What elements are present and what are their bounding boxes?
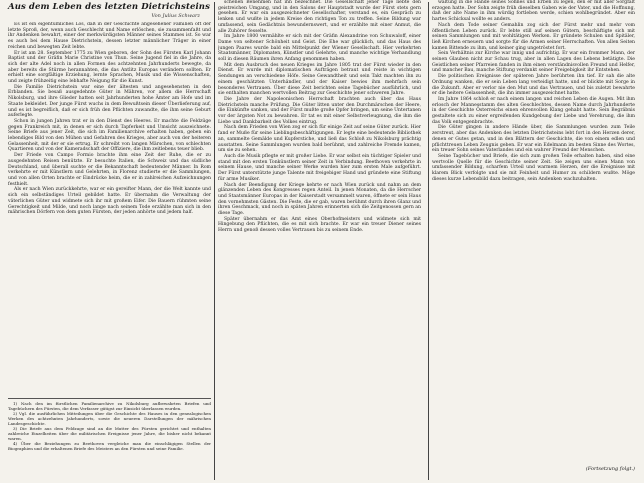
paragraph: Nach dem Frieden von Wien zog er sich für einige Zeit auf seine Güter zurück. Hier fand er Muße für seine Lieblingsbeschäftigungen. Er legte eine bedeutende Bibliothek an, sammelte Gemälde und Kupferstiche, und ließ das Schloß zu Nikolsburg prächtig ausstatten. Seine Sammlungen wurden bald berühmt, und zahlreiche Fremde kamen, um sie zu sehen.	[218, 125, 421, 154]
paragraph: Der Friede von Campo Formio brachte ihm eine Zeit der Ruhe, die er zu ausgedehnten Reisen benützte. Er besuchte Italien, die Schweiz und das südliche Deutschland, und überall suchte er die Bekanntschaft bedeutender Männer. In Rom verkehrte er mit Künstlern und Gelehrten, in Florenz studierte er die Sammlungen, und von allen Orten brachte er Eindrücke heim, die er in zahlreichen Aufzeichnungen festhielt.	[8, 153, 211, 187]
column-3	[432, 0, 635, 462]
footnote: 2) Vgl. die ausführlichen Mitteilungen über die Geschichte des Hauses in den genealogischen Werken des achtzehnten Jahrhunderts, sowie die neueren Darstellungen der mährischen Landesgeschichte.	[8, 411, 211, 426]
paragraph: Im Jahre 1864 schloß er nach einem langen und reichen Leben die Augen. Mit ihm erlosch der Mannesstamm des alten Geschlechtes, dessen Name durch Jahrhunderte in der Geschichte Österreichs einen ehrenvollen Klang gehabt hatte. Sein Begräbnis gestaltete sich zu einer ergreifenden Kundgebung der Liebe und Verehrung, die ihm das Volk entgegenbrachte.	[432, 96, 635, 125]
paragraph: Im Jahre 1800 vermählte er sich mit der Gräfin Alexandrine von Schuwaloff, einer Dame von seltener Schönheit und Geist. Die Ehe war glücklich, und das Haus des jungen Paares wurde bald ein Mittelpunkt der Wiener Gesellschaft. Hier verkehrten Staatsmänner, Diplomaten, Künstler und Gelehrte, und manche wichtige Verhandlung soll in diesen Räumen ihren Anfang genommen haben.	[218, 34, 421, 63]
article-byline: Von Julius Schwarz	[151, 13, 200, 19]
column-2	[218, 0, 421, 479]
paragraph: Die Güter gingen in andere Hände über, die Sammlungen wurden zum Teile zerstreut, aber das Andenken des letzten Dietrichsteins lebt fort in den Herzen derer, denen er Gutes getan, und in den Blättern der Geschichte, die von einem edlen und pflichttreuen Leben Zeugnis geben. Er war ein Edelmann im besten Sinne des Wortes, ein treuer Sohn seines Vaterlandes und ein wahrer Freund der Menschen.	[432, 125, 635, 154]
paragraph: Mit dem Ausbruch des neuen Krieges im Jahre 1805 trat der Fürst wieder in den Dienst. Er wurde mit diplomatischen Aufträgen betraut und reiste in wichtigen Sendungen an verschiedene Höfe. Seine Gewandtheit und sein Takt machten ihn zu einem geschätzten Unterhändler, und der Kaiser bewies ihm mehrfach sein besonderes Vertrauen. Über diese Zeit berichten seine Tagebücher ausführlich, und sie enthalten manchen wertvollen Beitrag zur Geschichte jener schweren Jahre.	[218, 62, 421, 97]
paragraph: Die politischen Ereignisse der späteren Jahre berührten ihn tief. Er sah die alte Ordnung wanken, die er sein Leben lang verteidigt hatte, und er blickte mit Sorge in die Zukunft. Aber er verlor nie den Mut und das Vertrauen, und bis zuletzt bewahrte er die heitere Gelassenheit, die ihn immer ausgezeichnet hatte.	[432, 74, 635, 97]
paragraph: Später übernahm er das Amt eines Oberhofmeisters und widmete sich mit Hingebung den Pflichten, die es mit sich brachte. Er war ein treuer Diener seines Herrn und genoß dessen volles Vertrauen bis zu seinem Ende.	[218, 216, 421, 234]
paragraph: Er ist am 28. September 1775 zu Wien geboren, der Sohn des Fürsten Karl Johann Baptist und der Gräfin Marie Christine von Thun. Seine Jugend fiel in die Jahre, da sich der alte Adel noch in allen Formen des achtzehnten Jahrhunderts bewegte, da aber bereits die Stürme herannahten, die das Antlitz Europas verändern sollten. Er erhielt eine sorgfältige Erziehung, lernte Sprachen, Musik und die Wissenschaften, und zeigte frühzeitig eine lebhafte Neigung für die Kunst.	[8, 50, 211, 85]
footnotes	[8, 398, 211, 483]
paragraph: schenen Benehmen hat ihn bezeichnet. Die Gesellschaft jener Tage liebte den geistreichen Umgang, und in den Salons der Hauptstadt wurde der Fürst stets gern gesehen. Er war ein ausgezeichneter Gesellschafter, verstand es, ein Gespräch zu lenken und wußte in jedem Kreise den richtigen Ton zu treffen. Seine Bildung war umfassend, sein Gedächtnis bewundernswert, und er erzählte mit einer Anmut, die alle Zuhörer fesselte.	[218, 0, 421, 34]
paragraph: waltung in die Hände seines Sohnes und Erben zu legen, den er mit aller Sorgfalt erzogen hatte. Der Sohn zeigte früh dieselben Gaben wie der Vater, und die Hoffnung, daß der alte Name in ihm würdig fortleben werde, schien wohlbegründet. Aber ein hartes Schicksal wollte es anders.	[432, 0, 635, 23]
paragraph: Die Jahre der Napoleonischen Herrschaft brachten auch über das Haus Dietrichstein manche Prüfung. Die Güter litten unter den Durchmärschen der Heere, die Einkünfte sanken, und der Fürst mußte große Opfer bringen, um seine Untertanen vor der ärgsten Not zu bewahren. Er tat es mit einer Selbstverleugnung, die ihm die Liebe und Dankbarkeit des Volkes eintrug.	[218, 96, 421, 125]
footnote: 1) Nach den im fürstlichen Familienarchive zu Nikolsburg aufbewahrten Briefen und Tagebüchern des Fürsten, die dem Verfasser gütigst zur Einsicht überlassen wurden.	[8, 401, 211, 411]
paragraph: Schon in jungen Jahren trat er in den Dienst des Heeres. Er machte die Feldzüge gegen Frankreich mit, in denen er sich durch Tapferkeit und Umsicht auszeichnete. Seine Briefe aus jener Zeit, die sich im Familienarchive erhalten haben, geben ein lebendiges Bild von den Mühen und Gefahren des Krieges, aber auch von der heiteren Gelassenheit, mit der er sie ertrug. Er schreibt von langen Märschen, von schlechten Quartieren und von der Kameradschaft der Offiziere, die ihm zeitlebens teuer blieb.	[8, 118, 211, 153]
column-divider	[428, 2, 429, 480]
column-divider	[214, 2, 215, 480]
article-title: Aus dem Leben des letzten Dietrichsteins	[8, 2, 210, 12]
footnote: 4) Über die Beziehungen zu Beethoven vergleiche man die einschlägigen Stellen der Biographien und die erhaltenen Briefe des Meisters an den Fürsten und seine Familie.	[8, 441, 211, 451]
paragraph: Die Familie Dietrichstein war eine der ältesten und angesehensten in den Erblanden. Sie besaß ausgedehnte Güter in Mähren, vor allem die Herrschaft Nikolsburg, und ihre Glieder hatten seit Jahrhunderten hohe Ämter am Hofe und im Staate bekleidet. Der junge Fürst wuchs in dem Bewußtsein dieser Überlieferung auf, und es ist begreiflich, daß er sich früh den Pflichten zuwandte, die ihm seine Geburt auferlegte.	[8, 84, 211, 119]
continuation-note: (Fortsetzung folgt.)	[585, 466, 635, 472]
paragraph: Seine Tagebücher und Briefe, die sich zum großen Teile erhalten haben, sind eine wertvolle Quelle für die Geschichte seiner Zeit. Sie zeigen uns einen Mann von umfassender Bildung, scharfem Urteil und warmem Herzen, der die Ereignisse mit klarem Blick verfolgte und sie mit Feinheit und Humor zu schildern wußte. Möge dieses kurze Lebensbild dazu beitragen, sein Andenken wachzuhalten.	[432, 153, 635, 182]
column-1	[8, 22, 211, 392]
paragraph: Es ist ein eigentümliches Los, daß in der Geschichte angesehener Familien oft der letzte Sproß, der, wenn auch Geschlecht und Name erlöschen, sie zusammenfaßt und ihr Andenken bewahrt, einer der merkwürdigsten Männer seines Stammes ist. So war es auch bei dem Hause Dietrichstein, dessen letzter männlicher Träger in einer reichen und bewegten Zeit lebte.	[8, 22, 211, 50]
paragraph: Auch die Musik pflegte er mit großer Liebe. Er war selbst ein tüchtiger Spieler und stand mit den ersten Tonkünstlern seiner Zeit in Verbindung. Beethoven verkehrte in seinem Hause, und manche seiner Werke wurden hier zum ersten Male aufgeführt. Der Fürst unterstützte junge Talente mit freigebiger Hand und gründete eine Stiftung für arme Musiker.	[218, 153, 421, 182]
paragraph: Nach der Beendigung der Kriege kehrte er nach Wien zurück und nahm an dem glänzenden Leben des Kongresses regen Anteil. In jenen Monaten, da die Herrscher und Staatsmänner Europas in der Kaiserstadt versammelt waren, öffnete er sein Haus den vornehmsten Gästen. Die Feste, die er gab, waren berühmt durch ihren Glanz und ihren Geschmack, und noch in späten Jahren erinnerten sich die Zeitgenossen gern an diese Tage.	[218, 182, 421, 217]
paragraph: Nach dem Tode seiner Gemahlin zog sich der Fürst mehr und mehr vom öffentlichen Leben zurück. Er lebte still auf seinen Gütern, beschäftigte sich mit seinen Sammlungen und mit wohltätigen Werken. Er gründete Schulen und Spitäler, ließ Kirchen erneuern und sorgte für die Armen seiner Herrschaften. Von allen Seiten kamen Bittende zu ihm, und keiner ging ungetröstet fort.	[432, 22, 635, 51]
footnote: 3) Die Briefe aus dem Feldzuge sind an die Mutter des Fürsten gerichtet und enthalten zahlreiche Einzelheiten über die militärischen Ereignisse jener Jahre, die bisher nicht bekannt waren.	[8, 426, 211, 441]
paragraph: Sein Verhältnis zur Kirche war innig und aufrichtig. Er war ein frommer Mann, der seinen Glauben nicht zur Schau trug, aber in allen Lagen des Lebens betätigte. Die Geistlichen seiner Pfarreien fanden in ihm einen verständnisvollen Freund und Helfer, und mancher Bau, manche Stiftung verdankt seiner Freigebigkeit ihr Entstehen.	[432, 51, 635, 74]
paragraph: Als er nach Wien zurückkehrte, war er ein gereifter Mann, der die Welt kannte und sich ein selbständiges Urteil gebildet hatte. Er übernahm die Verwaltung der väterlichen Güter und widmete sich ihr mit großem Eifer. Die Bauern rühmten seine Gerechtigkeit und Milde, und noch lange nach seinem Tode erzählte man sich in den mährischen Dörfern von dem guten Fürsten, der jeden anhörte und jedem half.	[8, 187, 211, 216]
